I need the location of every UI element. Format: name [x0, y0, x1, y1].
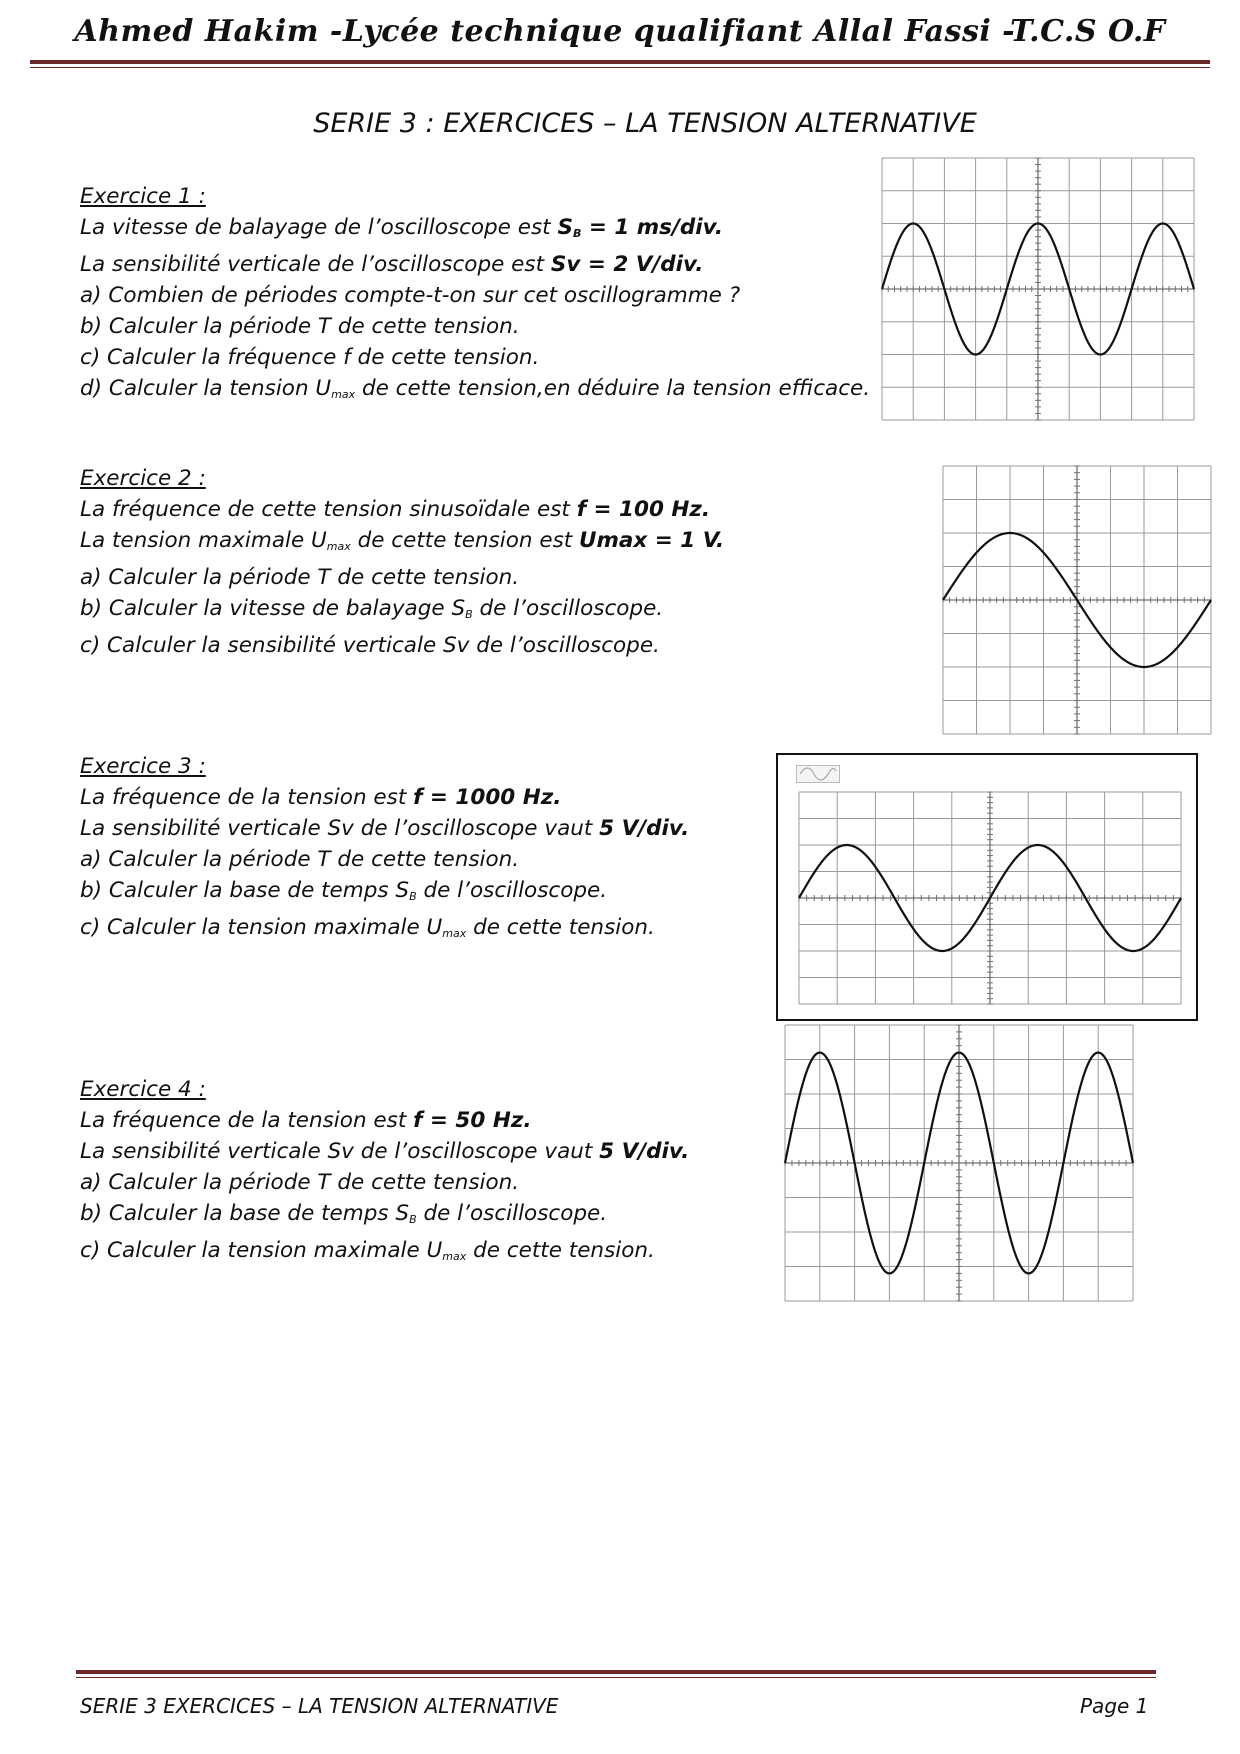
- exercise-line: La fréquence de cette tension sinusoïdale est f = 100 Hz.: [80, 497, 711, 522]
- oscillogram-axes: [785, 1025, 1133, 1301]
- exercise-line: c) Calculer la tension maximale $U_{max}$ de cette tension.: [80, 915, 655, 940]
- exercise-heading: Exercice 4 :: [80, 1077, 206, 1102]
- footer-rule-thin: [76, 1677, 1156, 1678]
- exercise-line: c) Calculer la tension maximale $U_{max}$ de cette tension.: [80, 1238, 655, 1263]
- exercise-line: La tension maximale $U_{max}$ de cette tension est Umax = 1 V.: [80, 528, 725, 553]
- exercise-line: b) Calculer la base de temps $S_B$ de l’oscilloscope.: [80, 878, 608, 903]
- exercise-3: [80, 751, 689, 949]
- page-title: SERIE 3 : EXERCICES – LA TENSION ALTERNATIVE: [313, 108, 977, 139]
- oscillogram-4: [785, 1025, 1133, 1301]
- exercise-line: b) Calculer la vitesse de balayage $S_B$ de l’oscilloscope.: [80, 596, 664, 621]
- exercise-line: a) Combien de périodes compte-t-on sur cet oscillogramme ?: [80, 283, 741, 308]
- exercise-heading: Exercice 1 :: [80, 184, 206, 209]
- exercise-line: La sensibilité verticale de l’oscilloscope est Sv = 2 V/div.: [80, 252, 704, 277]
- exercise-heading: Exercice 3 :: [80, 754, 206, 779]
- exercise-line: d) Calculer la tension $U_{max}$ de cette tension,en déduire la tension efficace.: [80, 376, 871, 401]
- exercise-2: [80, 463, 724, 661]
- oscillogram-1: [882, 158, 1194, 420]
- exercise-1: [80, 181, 880, 410]
- exercise-line: b) Calculer la base de temps $S_B$ de l’oscilloscope.: [80, 1201, 608, 1226]
- exercise-line: La sensibilité verticale Sv de l’oscilloscope vaut 5 V/div.: [80, 816, 690, 841]
- exercise-line: c) Calculer la sensibilité verticale Sv de l’oscilloscope.: [80, 633, 660, 658]
- oscillogram-2: [943, 466, 1211, 734]
- header-rule-thin: [30, 67, 1210, 68]
- exercise-line: La vitesse de balayage de l’oscilloscope est $S_B = 1$ ms/div.: [80, 215, 724, 240]
- document-header: Ahmed Hakim -Lycée technique qualifiant Allal Fassi -T.C.S O.F: [74, 14, 1166, 49]
- exercise-heading: Exercice 2 :: [80, 466, 206, 491]
- oscillogram-3: [799, 792, 1181, 1004]
- exercise-line: La fréquence de la tension est f = 1000 Hz.: [80, 785, 562, 810]
- footer-rule: [76, 1670, 1156, 1674]
- exercise-line: a) Calculer la période T de cette tension.: [80, 1170, 520, 1195]
- exercise-line: La sensibilité verticale Sv de l’oscilloscope vaut 5 V/div.: [80, 1139, 690, 1164]
- oscillogram-axes: [882, 158, 1194, 420]
- oscilloscope-badge-icon: [796, 765, 840, 783]
- exercise-line: a) Calculer la période T de cette tension.: [80, 565, 520, 590]
- page-number: Page 1: [1080, 1694, 1149, 1718]
- exercise-line: La fréquence de la tension est f = 50 Hz.: [80, 1108, 532, 1133]
- header-rule: [30, 60, 1210, 64]
- exercise-4: [80, 1074, 689, 1272]
- exercise-line: a) Calculer la période T de cette tension.: [80, 847, 520, 872]
- exercise-line: b) Calculer la période T de cette tension.: [80, 314, 520, 339]
- footer-title: SERIE 3 EXERCICES – LA TENSION ALTERNATIVE: [80, 1694, 559, 1718]
- exercise-line: c) Calculer la fréquence f de cette tension.: [80, 345, 540, 370]
